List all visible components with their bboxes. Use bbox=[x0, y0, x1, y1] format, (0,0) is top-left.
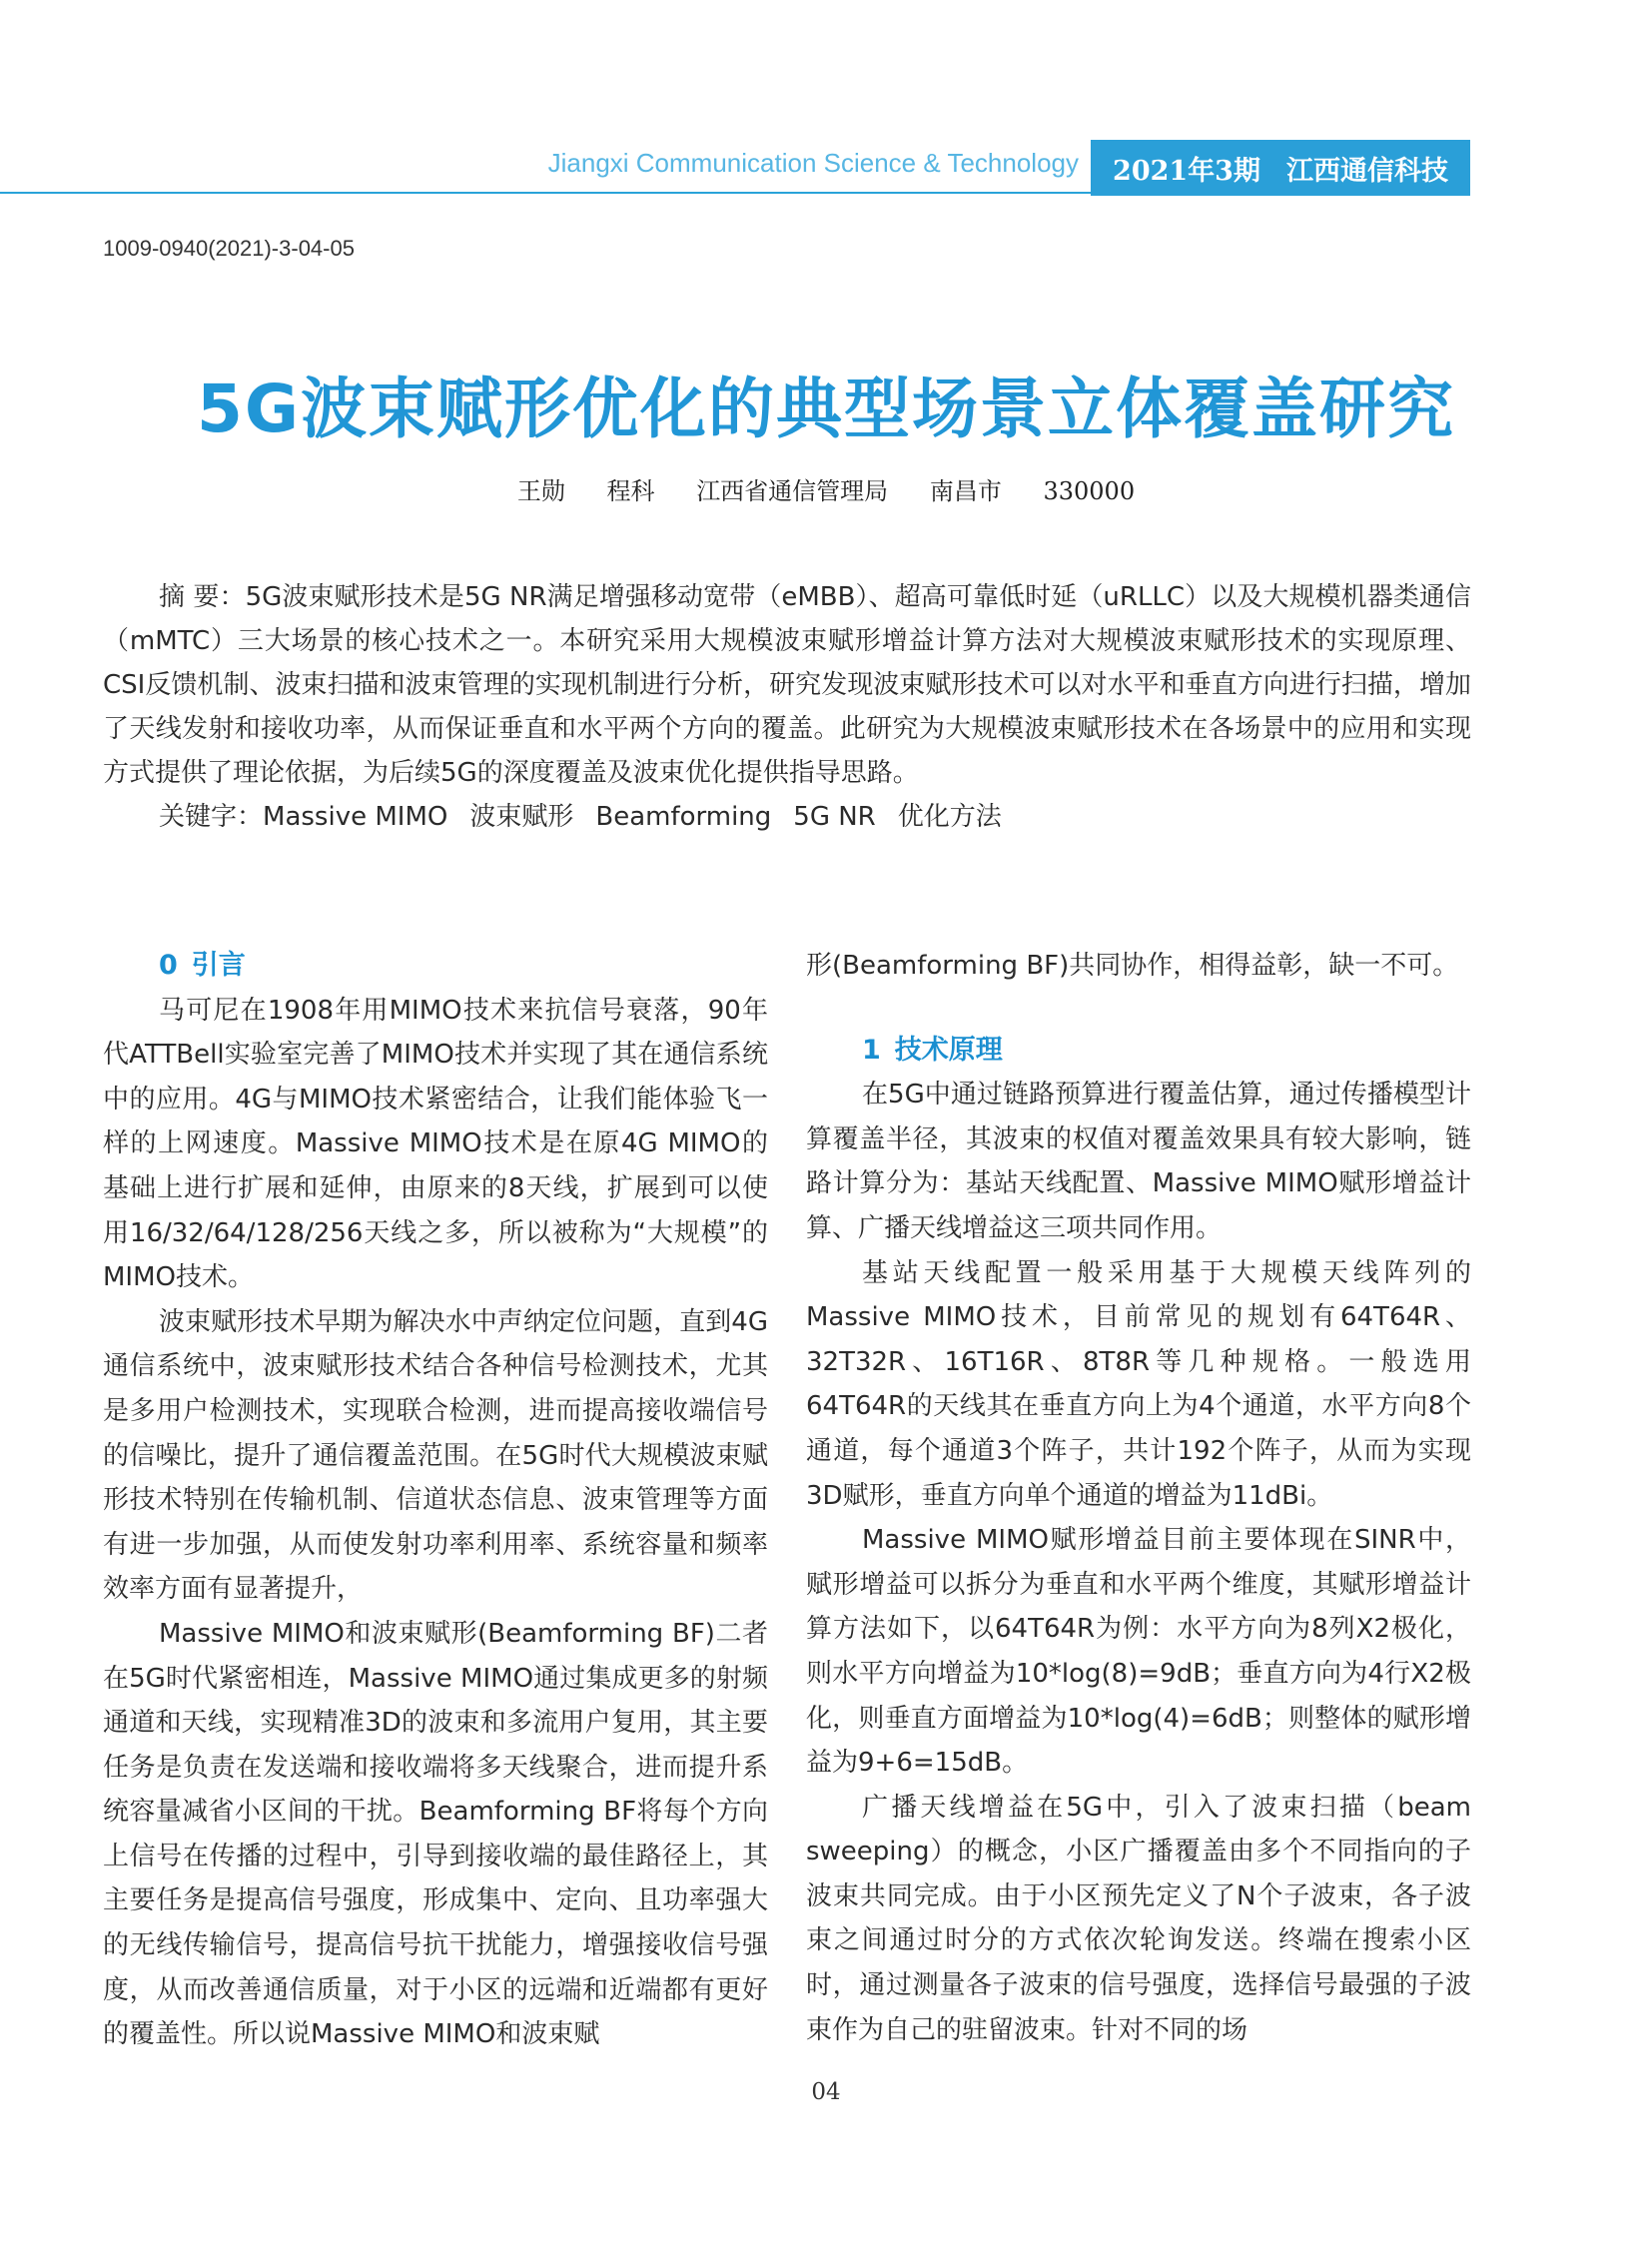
section-1-number: 1 bbox=[862, 1034, 881, 1066]
abstract-block bbox=[103, 575, 1471, 839]
keyword-5: 优化方法 bbox=[897, 802, 1002, 832]
section-0-title: 引言 bbox=[191, 950, 246, 981]
author-line bbox=[0, 471, 1652, 506]
paper-title: 5G波束赋形优化的典型场景立体覆盖研究 bbox=[196, 371, 1456, 447]
journal-issue: 2021年3期 bbox=[1113, 155, 1260, 187]
keywords-label: 关键字： bbox=[159, 802, 264, 832]
keyword-2: 波束赋形 bbox=[469, 802, 574, 832]
keyword-3: Beamforming bbox=[595, 802, 772, 832]
abstract-text: 5G波束赋形技术是5G NR满足增强移动宽带（eMBB）、超高可靠低时延（uRLLC）以及大规模机器类通信（mMTC）三大场景的核心技术之一。本研究采用大规模波束赋形增益计算方法对大规模波束赋形技术的实现原理、CSI反馈机制、波束扫描和波束管理的实现机制进行分析，研究发现波束赋形技术可以对水平和垂直方向进行扫描，增加了天线发射和接收功率，从而保证垂直和水平两个方向的覆盖。此研究为大规模波束赋形技术在各场景中的应用和实现方式提供了理论依据，为后续5G的深度覆盖及波束优化提供指导思路。 bbox=[103, 582, 1471, 788]
principle-paragraph-4: 广播天线增益在5G中，引入了波束扫描（beam sweeping）的概念，小区广播覆盖由多个不同指向的子波束共同完成。由于小区预先定义了N个子波束，各子波束之间通过时分的方式依次轮询发送。终端在搜索小区时，通过测量各子波束的信号强度，选择信号最强的子波束作为自己的驻留波束。针对不同的场 bbox=[806, 1792, 1471, 2045]
keywords-line bbox=[103, 795, 1471, 839]
author-zip: 330000 bbox=[1043, 477, 1136, 505]
intro-paragraph-3: Massive MIMO和波束赋形(Beamforming BF)二者在5G时代紧密相连，Massive MIMO通过集成更多的射频通道和天线，实现精准3D的波束和多流用户复用，其主要任务是负责在发送端和接收端将多天线聚合，进而提升系统容量减省小区间的干扰。Beamforming BF将每个方向上信号在传播的过程中，引导到接收端的最佳路径上，其主要任务是提高信号强度，形成集中、定向、且功率强大的无线传输信号，提高信号抗干扰能力，增强接收信号强度，从而改善通信质量，对于小区的远端和近端都有更好的覆盖性。所以说Massive MIMO和波束赋 bbox=[103, 1618, 768, 2050]
author-1: 王勋 bbox=[516, 477, 565, 505]
section-1-heading bbox=[806, 1029, 1471, 1074]
section-0-heading bbox=[103, 944, 768, 989]
document-id: 1009-0940(2021)-3-04-05 bbox=[103, 236, 355, 261]
principle-paragraph-2: 基站天线配置一般采用基于大规模天线阵列的Massive MIMO技术，目前常见的规划有64T64R、32T32R、16T16R、8T8R等几种规格。一般选用64T64R的天线其在垂直方向上为4个通道，水平方向8个通道，每个通道3个阵子，共计192个阵子，从而为实现3D赋形，垂直方向单个通道的增益为11dBi。 bbox=[806, 1257, 1471, 1511]
journal-issue-box bbox=[1091, 140, 1470, 196]
author-city: 南昌市 bbox=[929, 477, 1002, 505]
intro-paragraph-3-continued: 形(Beamforming BF)共同协作，相得益彰，缺一不可。 bbox=[806, 951, 1459, 981]
abstract-label: 摘 要： bbox=[159, 582, 246, 612]
journal-english-name: Jiangxi Communication Science & Technology bbox=[547, 148, 1079, 178]
keyword-4: 5G NR bbox=[793, 802, 876, 832]
author-organization: 江西省通信管理局 bbox=[696, 477, 889, 505]
section-1-title: 技术原理 bbox=[894, 1034, 1003, 1066]
abstract-paragraph bbox=[103, 575, 1471, 795]
intro-paragraph-2: 波束赋形技术早期为解决水中声纳定位问题，直到4G通信系统中，波束赋形技术结合各种信号检测技术，尤其是多用户检测技术，实现联合检测，进而提高接收端信号的信噪比，提升了通信覆盖范围。在5G时代大规模波束赋形技术特别在传输机制、信道状态信息、波束管理等方面有进一步加强，从而使发射功率利用率、系统容量和频率效率方面有显著提升， bbox=[103, 1306, 768, 1605]
principle-paragraph-1: 在5G中通过链路预算进行覆盖估算，通过传播模型计算覆盖半径，其波束的权值对覆盖效果具有较大影响，链路计算分为：基站天线配置、Massive MIMO赋形增益计算、广播天线增益这三项共同作用。 bbox=[806, 1080, 1471, 1243]
keyword-1: Massive MIMO bbox=[263, 802, 448, 832]
right-column bbox=[806, 944, 1471, 2052]
principle-paragraph-3: Massive MIMO赋形增益目前主要体现在SINR中，赋形增益可以拆分为垂直和水平两个维度，其赋形增益计算方法如下，以64T64R为例：水平方向为8列X2极化，则水平方向增益为10*log(8)=9dB；垂直方向为4行X2极化，则垂直方面增益为10*log(4)=6dB；则整体的赋形增益为9+6=15dB。 bbox=[806, 1525, 1471, 1779]
intro-paragraph-1: 马可尼在1908年用MIMO技术来抗信号衰落，90年代ATTBell实验室完善了MIMO技术并实现了其在通信系统中的应用。4G与MIMO技术紧密结合，让我们能体验飞一样的上网速度。Massive MIMO技术是在原4G MIMO的基础上进行扩展和延伸，由原来的8天线，扩展到可以使用16/32/64/128/256天线之多，所以被称为“大规模”的MIMO技术。 bbox=[103, 995, 768, 1293]
page-number: 04 bbox=[811, 2079, 841, 2105]
section-0-number: 0 bbox=[159, 950, 178, 981]
author-2: 程科 bbox=[606, 477, 655, 505]
left-column bbox=[103, 944, 768, 2057]
journal-chinese-name: 江西通信科技 bbox=[1285, 155, 1448, 187]
